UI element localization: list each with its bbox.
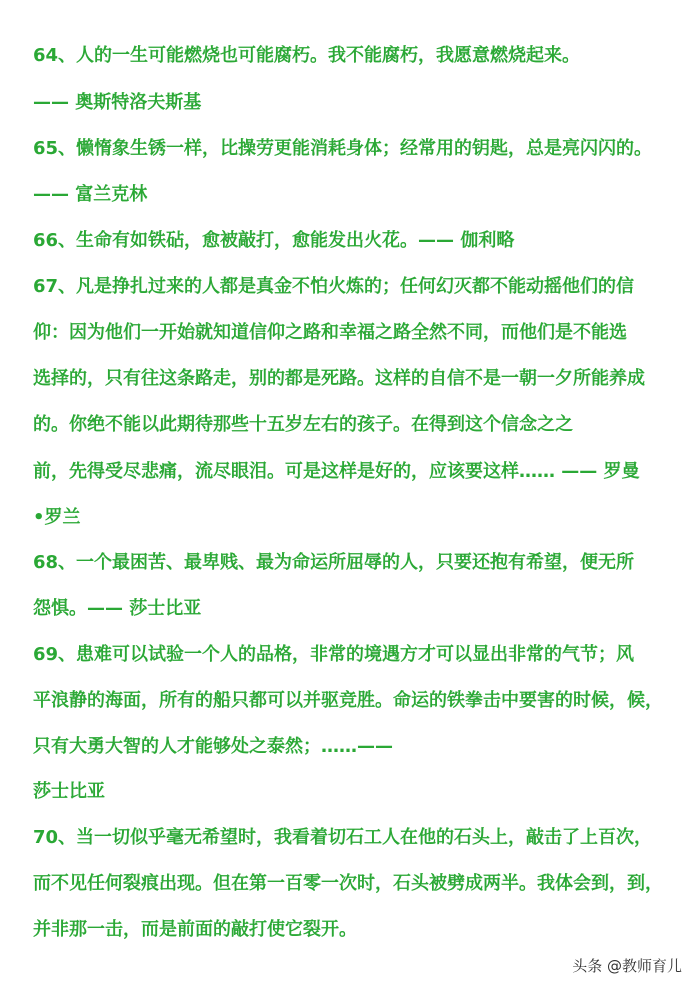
quote-70-line-1: 70、当一切似乎毫无希望时，我看着切石工人在他的石头上，敲击了上百次，	[33, 827, 653, 848]
quote-70-line-3: 并非那一击，而是前面的敲打使它裂开。	[33, 919, 357, 940]
quote-69-line-1: 69、患难可以试验一个人的品格，非常的境遇方才可以显出非常的气节；风	[33, 644, 635, 665]
quote-69-author: 莎士比亚	[33, 781, 105, 802]
quote-67-line-2: 仰：因为他们一开始就知道信仰之路和幸福之路全然不同，而他们是不能选	[33, 322, 627, 343]
source-watermark: 头条 @教师育儿	[572, 957, 682, 975]
quote-69-line-3: 只有大勇大智的人才能够处之泰然；……——	[33, 736, 393, 757]
quote-64-author: —— 奥斯特洛夫斯基	[33, 92, 202, 113]
quote-68-line-1: 68、一个最困苦、最卑贱、最为命运所屈辱的人，只要还抱有希望，便无所	[33, 552, 635, 573]
quote-65-line-1: 65、懒惰象生锈一样，比操劳更能消耗身体；经常用的钥匙，总是亮闪闪的。	[33, 138, 653, 159]
quote-67-author: •罗兰	[33, 507, 81, 528]
quote-67-line-3: 选择的，只有往这条路走，别的都是死路。这样的自信不是一朝一夕所能养成	[33, 368, 645, 389]
quote-66-line-1: 66、生命有如铁砧，愈被敲打，愈能发出火花。—— 伽利略	[33, 230, 515, 251]
quote-70-line-2: 而不见任何裂痕出现。但在第一百零一次时，石头被劈成两半。我体会到，到，	[33, 873, 663, 894]
quote-69-line-2: 平浪静的海面，所有的船只都可以并驱竞胜。命运的铁拳击中要害的时候，候，	[33, 690, 663, 711]
quote-68-line-2: 怨惧。—— 莎士比亚	[33, 598, 202, 619]
quote-67-line-1: 67、凡是挣扎过来的人都是真金不怕火炼的；任何幻灭都不能动摇他们的信	[33, 276, 635, 297]
quote-67-line-5: 前，先得受尽悲痛，流尽眼泪。可是这样是好的，应该要这样…… —— 罗曼	[33, 461, 640, 482]
quote-65-author: —— 富兰克林	[33, 184, 148, 205]
quote-67-line-4: 的。你绝不能以此期待那些十五岁左右的孩子。在得到这个信念之之	[33, 414, 573, 435]
quote-64-line-1: 64、人的一生可能燃烧也可能腐朽。我不能腐朽，我愿意燃烧起来。	[33, 45, 581, 66]
